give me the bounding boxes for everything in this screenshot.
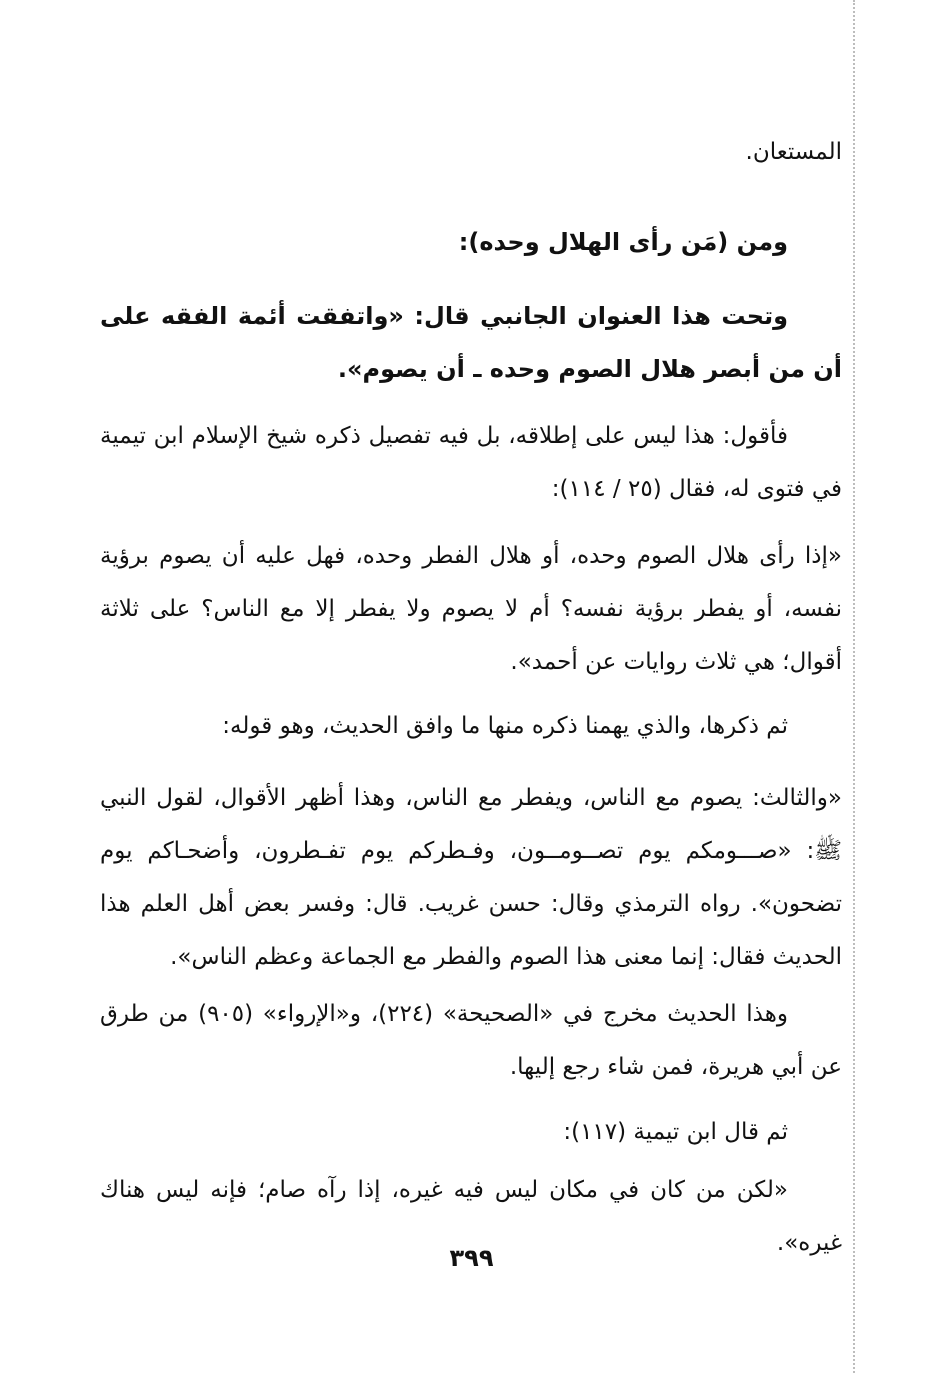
paragraph-text: ثم قال ابن تيمية (١١٧): (563, 1119, 788, 1145)
paragraph-text: ثم ذكرها، والذي يهمنا ذكره منها ما وافق الحديث، وهو قوله: (222, 713, 788, 739)
paragraph-text: «إذا رأى هلال الصوم وحده، أو هلال الفطر وحده، فهل عليه أن يصوم برؤية نفسه، أو يفطر برؤية نفسه؟ أم لا يصوم ولا يفطر إلا مع الناس؟ على ثلاثة أقوال؛ هي ثلاث روايات عن أحمد». (100, 543, 842, 675)
paragraph-text: وهذا الحديث مخرج في «الصحيحة» (٢٢٤)، و«الإرواء» (٩٠٥) من طرق عن أبي هريرة، فمن شاء رجع إليها. (100, 1001, 842, 1080)
paragraph-text: فأقول: هذا ليس على إطلاقه، بل فيه تفصيل ذكره شيخ الإسلام ابن تيمية في فتوى له، فقال (٢٥ / ١١٤): (100, 423, 842, 502)
paragraph-closing (100, 126, 842, 179)
paragraph-text: وتحت هذا العنوان الجانبي قال: «واتفقت أئمة الفقه على أن من أبصر هلال الصوم وحده ـ أن يصوم». (100, 302, 842, 383)
paragraph-text: «لكن من كان في مكان ليس فيه غيره، إذا رآه صام؛ فإنه ليس هناك غيره». (100, 1177, 842, 1256)
text-line: المستعان. (745, 139, 842, 165)
page-edge-dots (853, 0, 855, 1373)
section-heading (100, 216, 842, 269)
transition-paragraph (100, 700, 842, 753)
author-comment (100, 410, 842, 516)
quoted-statement (100, 290, 842, 396)
page-number: ٣٩٩ (449, 1244, 494, 1272)
paragraph-text: «والثالث: يصوم مع الناس، ويفطر مع الناس، وهذا أظهر الأقوال، لقول النبي ﷺ: «صـــومكم يوم تصــومــون، وفـطركم يوم تفـطرون، وأضحـاكم يوم تضحون». رواه الترمذي وقال: حسن غريب. قال: وفسر بعض أهل العلم هذا الحديث فقال: إنما معنى هذا الصوم والفطر مع الجماعة وعظم الناس». (100, 785, 842, 970)
hadith-quote (100, 772, 842, 984)
takhrij-paragraph (100, 988, 842, 1094)
heading-text: ومن (مَن رأى الهلال وحده): (458, 228, 788, 256)
fatwa-quote (100, 530, 842, 689)
ibn-taymiyyah-intro (100, 1106, 842, 1159)
